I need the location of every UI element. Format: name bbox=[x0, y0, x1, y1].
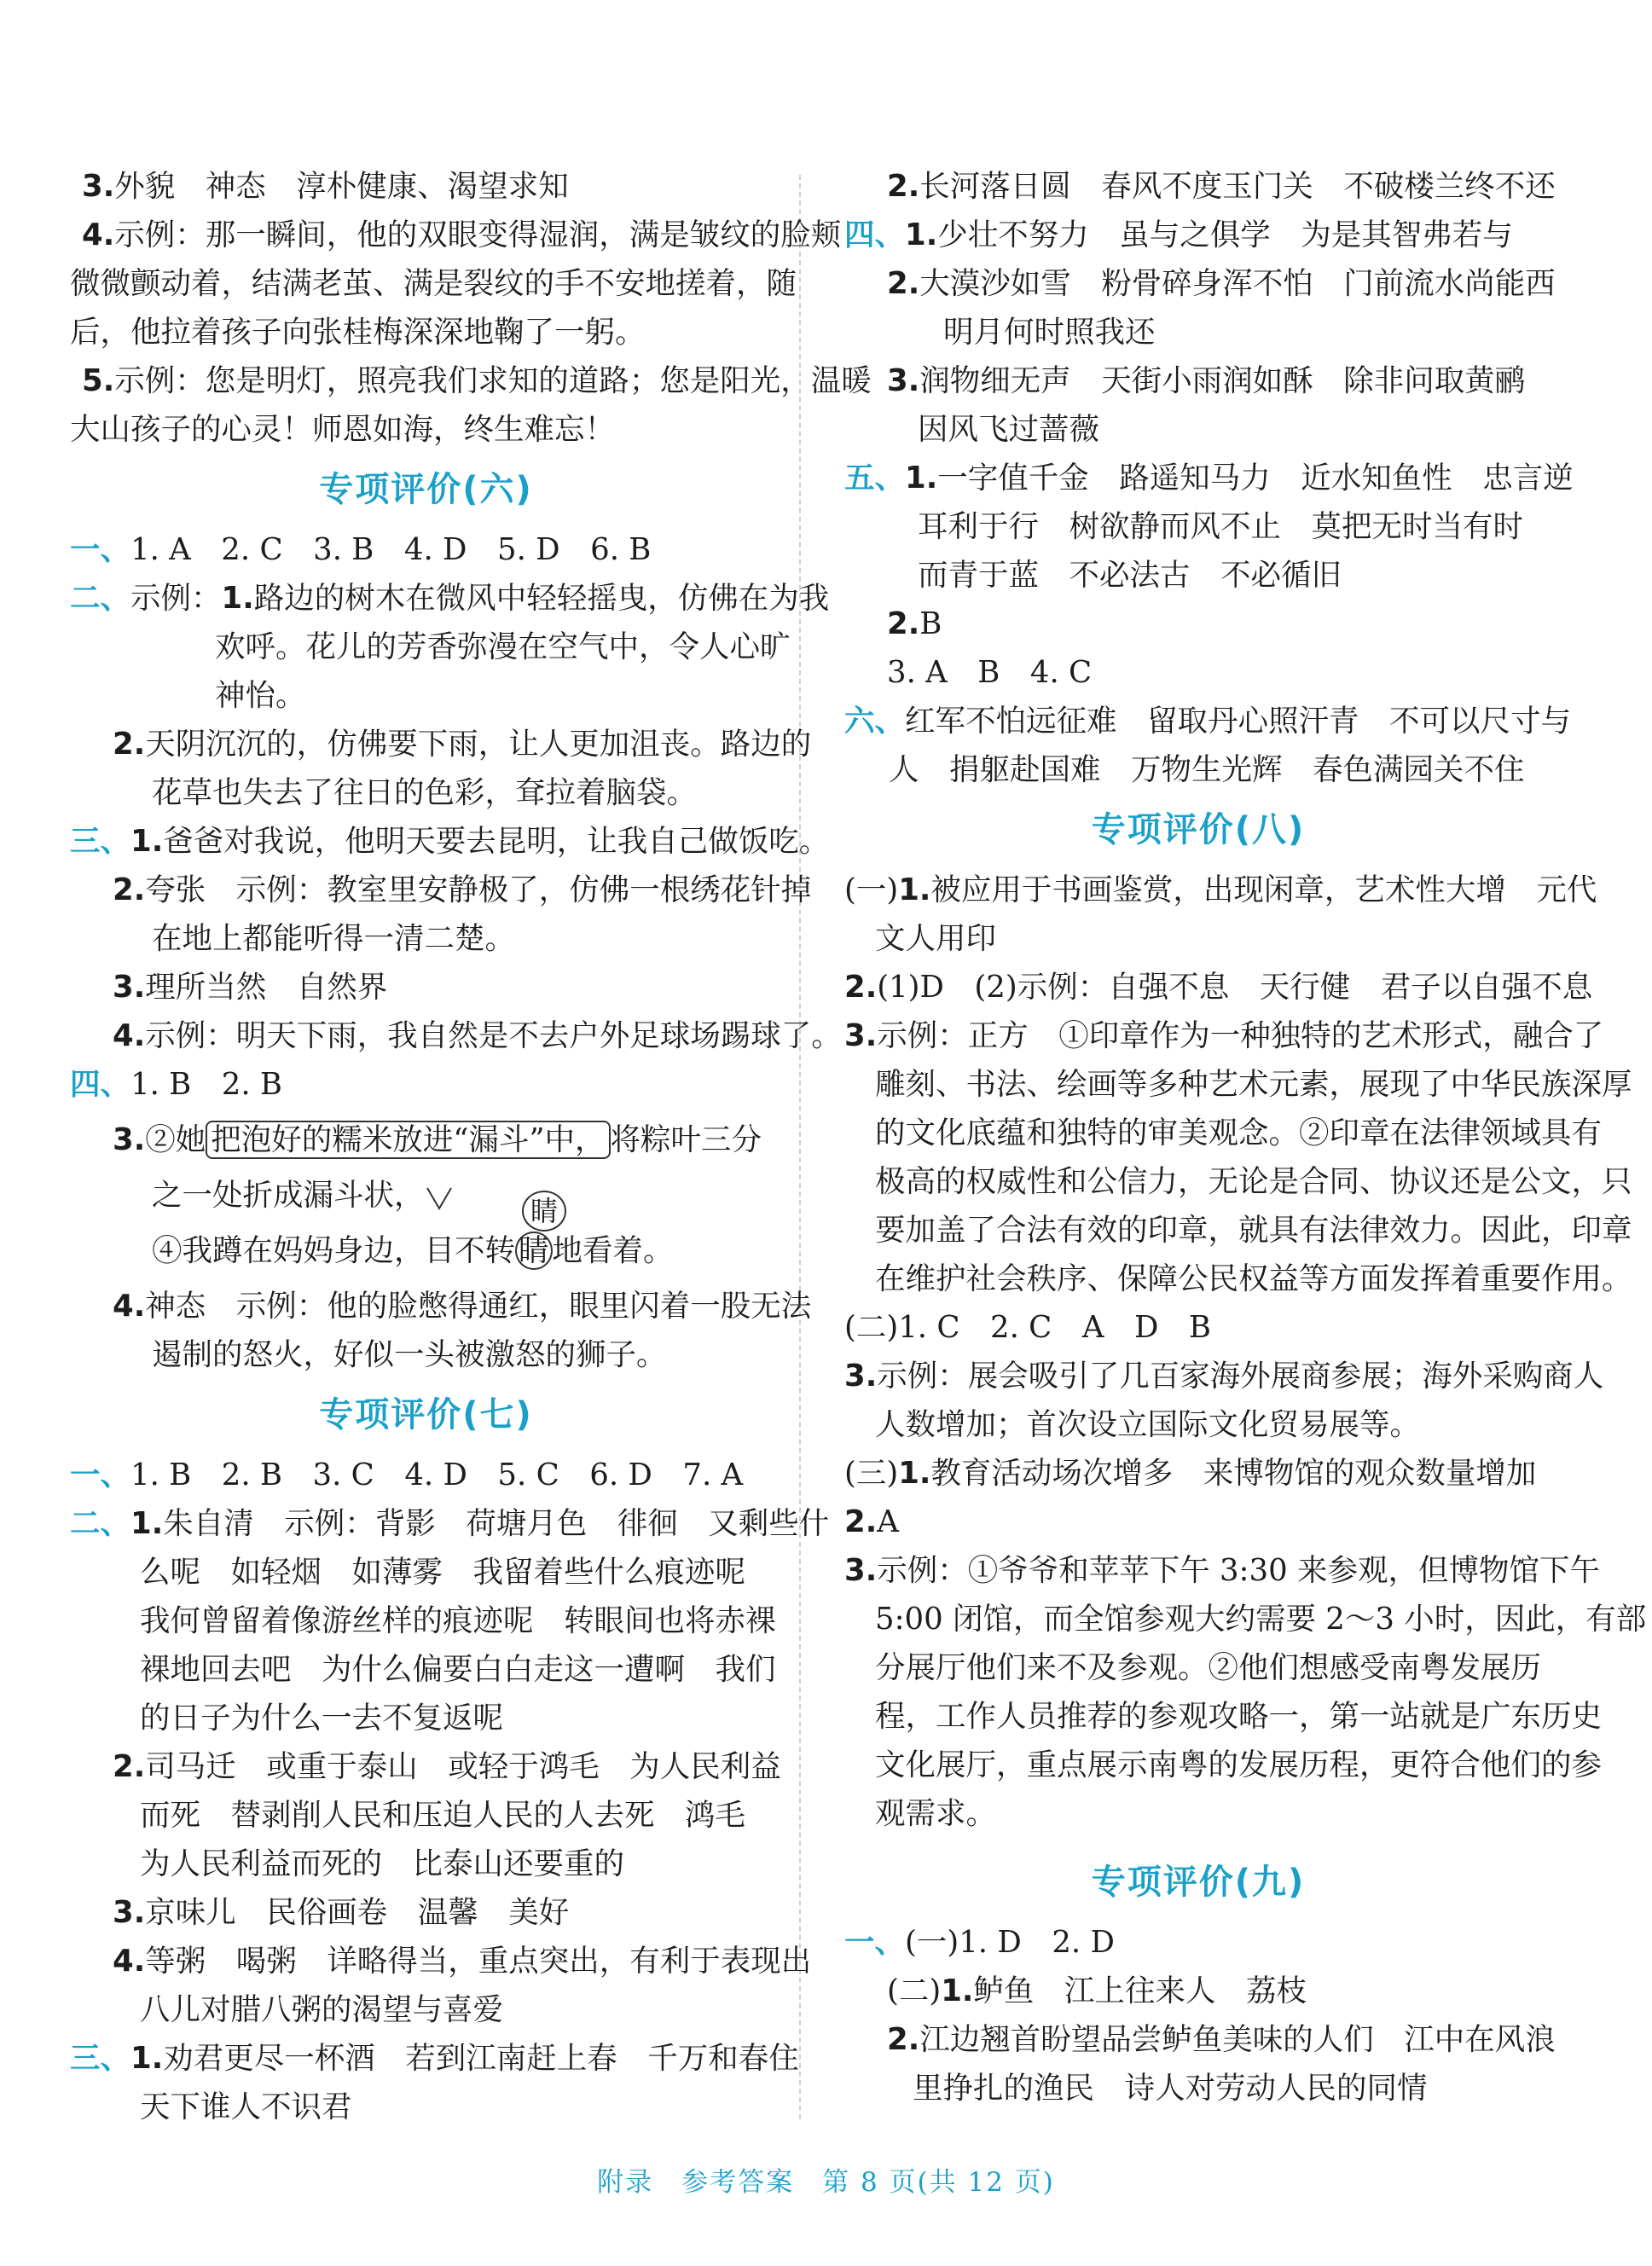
sec6-part2-cont: 欢呼。花儿的芳香弥漫在空气中，令人心旷 bbox=[215, 629, 791, 664]
boxed-phrase: 把泡好的糯米放进“漏斗”中， bbox=[206, 1121, 610, 1159]
sec8-a1: (一)1.被应用于书画鉴赏，出现闲章，艺术性大增 元代 bbox=[844, 872, 1597, 907]
sec6-part3-q3: 3.理所当然 自然界 bbox=[113, 970, 388, 1005]
sec7-part4: 四、1.少壮不努力 虽与之俱学 为是其智弗若与 bbox=[844, 217, 1513, 252]
sec8-c3-cont: 文化展厅，重点展示南粤的发展历程，更符合他们的参 bbox=[875, 1747, 1603, 1782]
sec7-part5: 五、1.一字值千金 路遥知马力 近水知鱼性 忠言逆 bbox=[844, 461, 1574, 496]
answer-4: 4.示例：那一瞬间，他的双眼变得湿润，满是皱纹的脸颊 bbox=[82, 217, 842, 252]
sec7-part2-cont: 的日子为什么一去不复返呢 bbox=[140, 1701, 504, 1736]
sec8-a1-cont: 文人用印 bbox=[875, 921, 997, 956]
sec7-part2-q3: 3.京味儿 民俗画卷 温馨 美好 bbox=[113, 1895, 570, 1930]
sec9-part2-q2-cont: 里挣扎的渔民 诗人对劳动人民的同情 bbox=[913, 2071, 1428, 2106]
sec7-part2-cont: 我何曾留着像游丝样的痕迹呢 转眼间也将赤裸 bbox=[140, 1603, 776, 1638]
sec7-part5-cont: 耳利于行 树欲静而风不止 莫把无时当有时 bbox=[918, 509, 1524, 544]
sec6-part2: 二、示例：1.路边的树木在微风中轻轻摇曳，仿佛在为我 bbox=[70, 581, 830, 616]
sec6-part2-q2-cont: 花草也失去了往日的色彩，耷拉着脑袋。 bbox=[152, 775, 698, 810]
sec7-part4-q3: 3.润物细无声 天街小雨润如酥 除非问取黄鹂 bbox=[887, 363, 1526, 398]
section-title-9: 专项评价(九) bbox=[1091, 1863, 1306, 1902]
sec9-part2: (二)1.鲈鱼 江上往来人 荔枝 bbox=[887, 1973, 1307, 2008]
section-title-6: 专项评价(六) bbox=[319, 470, 533, 509]
sec8-a3-cont: 的文化底蕴和独特的审美观念。②印章在法律领域具有 bbox=[875, 1116, 1603, 1150]
sec7-part1: 一、1. B 2. B 3. C 4. D 5. C 6. D 7. A bbox=[70, 1458, 744, 1492]
sec6-part3-q2: 2.夸张 示例：教室里安静极了，仿佛一根绣花针掉 bbox=[113, 872, 812, 907]
sec6-part2-cont: 神怡。 bbox=[215, 678, 306, 713]
sec7-part3-cont: 天下谁人不识君 bbox=[140, 2089, 352, 2124]
sec8-c3-cont: 5:00 闭馆，而全馆参观大约需要 2～3 小时，因此，有部 bbox=[875, 1602, 1647, 1637]
sec7-part6: 六、红军不怕远征难 留取丹心照汗青 不可以尺寸与 bbox=[844, 704, 1572, 739]
sec6-part4-q3-cont2: ④我蹲在妈妈身边，目不转 睛 睛 地看着。 bbox=[70, 1226, 782, 1275]
sec8-a3: 3.示例：正方 ①印章作为一种独特的艺术形式，融合了 bbox=[844, 1018, 1604, 1053]
sec8-a3-cont: 极高的权威性和公信力，无论是合同、协议还是公文，只 bbox=[875, 1164, 1632, 1199]
sec8-b3-cont: 人数增加；首次设立国际文化贸易展等。 bbox=[875, 1407, 1421, 1442]
sec6-part1: 一、1. A 2. C 3. B 4. D 5. D 6. B bbox=[70, 532, 652, 567]
sec7-part5-q34: 3. A B 4. C bbox=[887, 655, 1093, 690]
sec8-b3: 3.示例：展会吸引了几百家海外展商参展；海外采购商人 bbox=[844, 1359, 1604, 1394]
sec8-c3-cont: 分展厅他们来不及参观。②他们想感受南粤发展历 bbox=[875, 1650, 1542, 1685]
answer-4-cont: 微微颤动着，结满老茧、满是裂纹的手不安地搓着，随 bbox=[70, 266, 797, 301]
answer-5-cont: 大山孩子的心灵！师恩如海，终生难忘！ bbox=[70, 412, 616, 447]
sec7-part5-q2: 2.B bbox=[887, 606, 942, 641]
sec8-c1: (三)1.教育活动场次增多 来博物馆的观众数量增加 bbox=[844, 1456, 1537, 1491]
sec7-part2: 二、1.朱自清 示例：背影 荷塘月色 徘徊 又剩些什 bbox=[70, 1506, 830, 1541]
sec6-part3: 三、1.爸爸对我说，他明天要去昆明，让我自己做饭吃。 bbox=[70, 824, 830, 859]
sec7-part2-q4-cont: 八儿对腊八粥的渴望与喜爱 bbox=[140, 1992, 504, 2027]
sec8-a2: 2.(1)D (2)示例：自强不息 天行健 君子以自强不息 bbox=[844, 970, 1593, 1005]
answer-5: 5.示例：您是明灯，照亮我们求知的道路；您是阳光，温暖 bbox=[82, 363, 872, 398]
sec8-c3: 3.示例：①爷爷和苹苹下午 3:30 来参观，但博物馆下午 bbox=[844, 1553, 1600, 1588]
insertion-mark-icon bbox=[425, 1183, 454, 1217]
answer-3: 3.外貌 神态 淳朴健康、渴望求知 bbox=[82, 169, 569, 204]
sec6-part4-q3: 3.②她 把泡好的糯米放进“漏斗”中， 将粽叶三分 bbox=[113, 1122, 762, 1157]
sec7-part6-cont: 人 捐躯赴国难 万物生光辉 春色满园关不住 bbox=[889, 752, 1525, 787]
circled-char: 睛 bbox=[515, 1232, 553, 1270]
sec7-part4-q2-cont: 明月何时照我还 bbox=[943, 315, 1156, 350]
sec9-part2-q2: 2.江边翘首盼望品尝鲈鱼美味的人们 江中在风浪 bbox=[887, 2022, 1556, 2057]
sec8-b1: (二)1. C 2. C A D B bbox=[844, 1310, 1212, 1345]
sec6-part3-q4: 4.示例：明天下雨，我自然是不去户外足球场踢球了。 bbox=[113, 1018, 842, 1053]
sec7-part3-q2: 2.长河落日圆 春风不度玉门关 不破楼兰终不还 bbox=[887, 169, 1556, 204]
sec7-part2-q2-cont: 为人民利益而死的 比泰山还要重的 bbox=[140, 1846, 625, 1881]
section-title-7: 专项评价(七) bbox=[319, 1395, 533, 1434]
right-column bbox=[844, 162, 1647, 2112]
sec8-a3-cont: 在维护社会秩序、保障公民权益等方面发挥着重要作用。 bbox=[875, 1261, 1632, 1296]
sec8-c2: 2.A bbox=[844, 1504, 899, 1539]
sec8-c3-cont: 观需求。 bbox=[875, 1796, 997, 1831]
sec6-part4-q4-cont: 遏制的怒火，好似一头被激怒的狮子。 bbox=[152, 1337, 667, 1372]
sec6-part2-q2: 2.天阴沉沉的，仿佛要下雨，让人更加沮丧。路边的 bbox=[113, 727, 812, 762]
sec7-part2-cont: 裸地回去吧 为什么偏要白白走这一遭啊 我们 bbox=[140, 1652, 776, 1687]
sec7-part2-q2: 2.司马迁 或重于泰山 或轻于鸿毛 为人民利益 bbox=[113, 1749, 781, 1784]
sec9-part1: 一、(一)1. D 2. D bbox=[844, 1925, 1115, 1960]
sec8-a3-cont: 要加盖了合法有效的印章，就具有法律效力。因此，印章 bbox=[875, 1213, 1632, 1248]
sec6-part3-q2-cont: 在地上都能听得一清二楚。 bbox=[152, 921, 516, 956]
sec7-part4-q3-cont: 因风飞过蔷薇 bbox=[918, 412, 1100, 447]
column-divider bbox=[799, 175, 801, 2119]
section-title-8: 专项评价(八) bbox=[1091, 810, 1306, 849]
sec8-c3-cont: 程，工作人员推荐的参观攻略一，第一站就是广东历史 bbox=[875, 1699, 1603, 1734]
answer-4-cont: 后，他拉着孩子向张桂梅深深地鞠了一躬。 bbox=[70, 315, 646, 350]
sec7-part2-q2-cont: 而死 替剥削人民和压迫人民的人去死 鸿毛 bbox=[140, 1798, 746, 1833]
sec7-part3: 三、1.劝君更尽一杯酒 若到江南赶上春 千万和春住 bbox=[70, 2041, 799, 2076]
correction-bubble: 睛 bbox=[522, 1191, 566, 1232]
sec7-part2-cont: 么呢 如轻烟 如薄雾 我留着些什么痕迹呢 bbox=[140, 1555, 746, 1590]
sec7-part4-q2: 2.大漠沙如雪 粉骨碎身浑不怕 门前流水尚能西 bbox=[887, 266, 1556, 301]
sec8-a3-cont: 雕刻、书法、绘画等多种艺术元素，展现了中华民族深厚 bbox=[875, 1067, 1632, 1102]
sec6-part4: 四、1. B 2. B bbox=[70, 1067, 283, 1102]
page-footer: 附录 参考答案 第 8 页(共 12 页) bbox=[597, 2167, 1055, 2198]
sec6-part4-q4: 4.神态 示例：他的脸憋得通红，眼里闪着一股无法 bbox=[113, 1289, 812, 1324]
sec6-part4-q3-cont: 之一处折成漏斗状， bbox=[70, 1171, 782, 1220]
sec7-part5-cont: 而青于蓝 不必法古 不必循旧 bbox=[918, 558, 1342, 593]
sec7-part2-q4: 4.等粥 喝粥 详略得当，重点突出，有利于表现出 bbox=[113, 1944, 812, 1979]
